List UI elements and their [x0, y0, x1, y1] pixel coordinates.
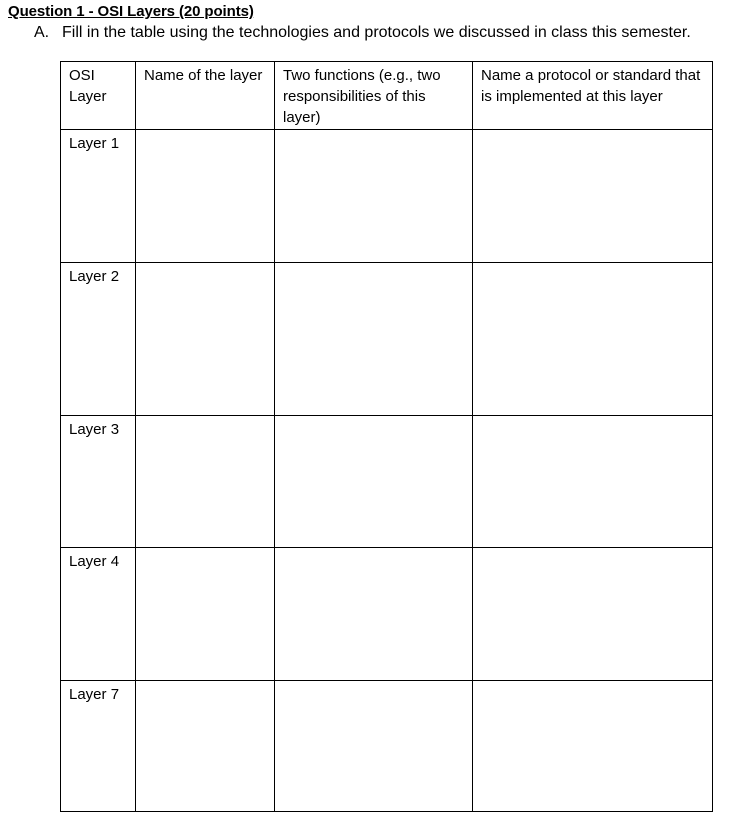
question-title: Question 1 - OSI Layers (20 points)	[8, 3, 254, 20]
osi-layers-table	[60, 61, 713, 812]
table-row	[61, 416, 713, 548]
layer-name-cell[interactable]	[136, 130, 275, 263]
protocol-cell[interactable]	[473, 681, 713, 812]
layer-name-cell[interactable]	[136, 681, 275, 812]
table-header-row	[61, 62, 713, 130]
layer-name-cell[interactable]	[136, 263, 275, 416]
question-item-a	[34, 24, 691, 42]
layer-label: Layer 4	[61, 548, 136, 681]
functions-cell[interactable]	[275, 681, 473, 812]
protocol-cell[interactable]	[473, 548, 713, 681]
header-osi-layer: OSI Layer	[61, 62, 136, 130]
table-row	[61, 263, 713, 416]
list-marker: A.	[34, 24, 50, 41]
question-instruction: Fill in the table using the technologies and protocols we discussed in class this semester.	[62, 24, 691, 41]
header-protocol: Name a protocol or standard that is implemented at this layer	[473, 62, 713, 130]
table-row	[61, 681, 713, 812]
protocol-cell[interactable]	[473, 416, 713, 548]
layer-label: Layer 7	[61, 681, 136, 812]
protocol-cell[interactable]	[473, 130, 713, 263]
header-functions: Two functions (e.g., two responsibilities of this layer)	[275, 62, 473, 130]
functions-cell[interactable]	[275, 416, 473, 548]
functions-cell[interactable]	[275, 263, 473, 416]
layer-label: Layer 3	[61, 416, 136, 548]
protocol-cell[interactable]	[473, 263, 713, 416]
functions-cell[interactable]	[275, 548, 473, 681]
table-row	[61, 130, 713, 263]
functions-cell[interactable]	[275, 130, 473, 263]
layer-name-cell[interactable]	[136, 416, 275, 548]
layer-label: Layer 2	[61, 263, 136, 416]
table-row	[61, 548, 713, 681]
layer-name-cell[interactable]	[136, 548, 275, 681]
header-layer-name: Name of the layer	[136, 62, 275, 130]
layer-label: Layer 1	[61, 130, 136, 263]
